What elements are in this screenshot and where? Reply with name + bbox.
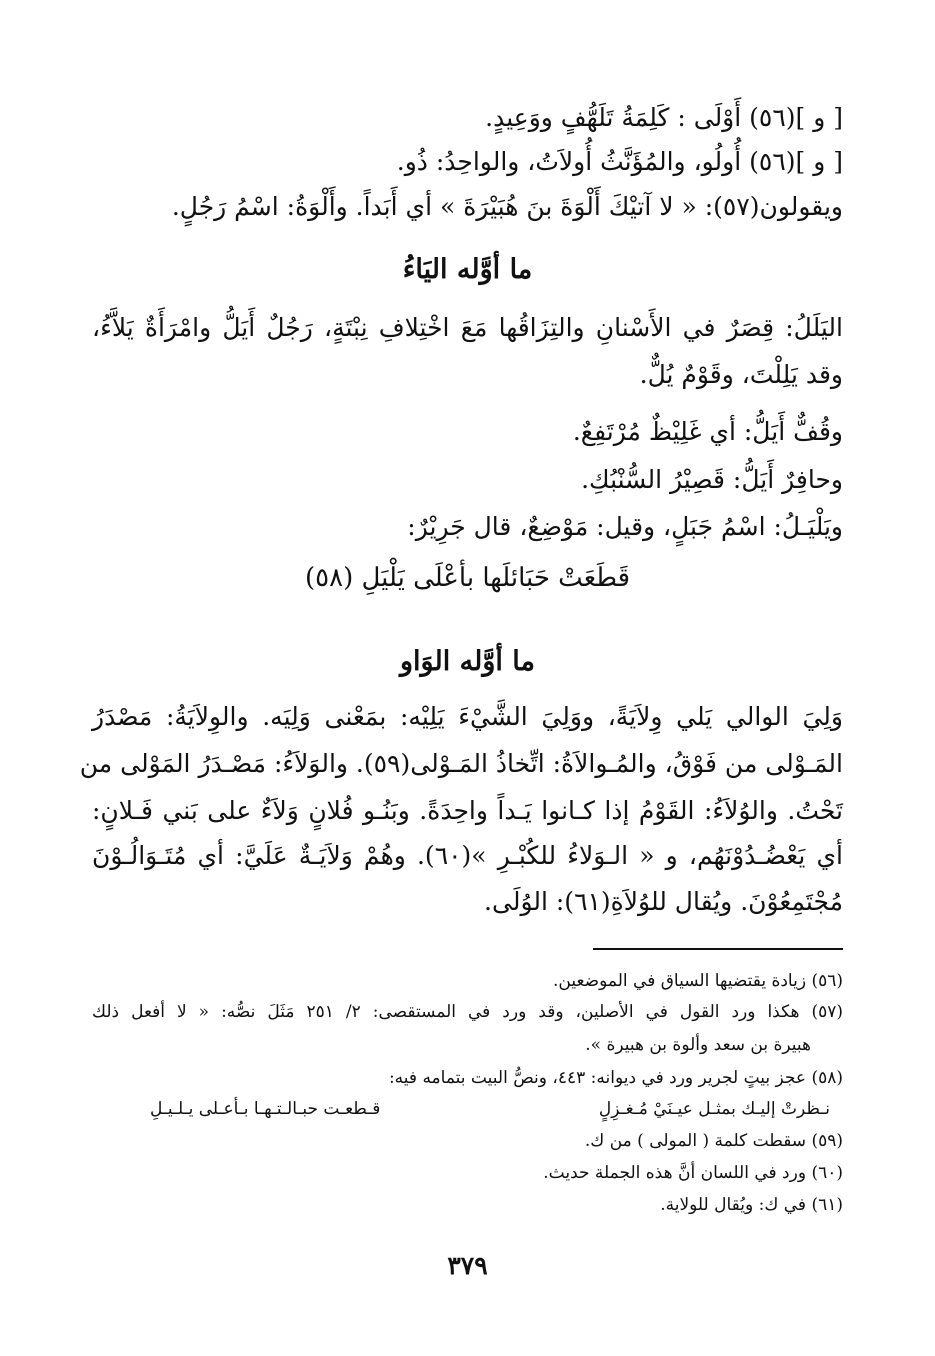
footnote-60: (٦٠) ورد في اللسان أنَّ هذه الجملة حديث. (543, 1163, 843, 1183)
entry-alwa: ويقولون(٥٧): « لا آتيْكَ أَلْوَةَ بنَ هُبَيْرَةَ » أي أَبَداً. وأَلْوَةُ: اسْمُ رَجُلٍ. (171, 192, 843, 221)
entry-wali-line5: مُجْتَمِعُوْنَ. ويُقال للوُلاَةِ(٦١): الوُلَى. (484, 887, 843, 916)
footnote-57: (٥٧) هكذا ورد القول في الأصلين، وقد ورد في المستقصى: ٢/ ٢٥١ مَثَلَ نصُّه: « لا أفعل ذلك (92, 1002, 843, 1022)
entry-hafir: وحافِرٌ أَيَلُّ: قَصِيْرُ السُّنْبُكِ. (581, 465, 843, 494)
footnote-61: (٦١) في ك: ويُقال للولاية. (660, 1195, 843, 1215)
footnote-56: (٥٦) زيادة يقتضيها السياق في الموضعين. (553, 971, 843, 991)
section-heading-ya: ما أوَّله اليَاءُ (402, 254, 533, 285)
entry-yalyal: ويَلْيَـلُ: اسْمُ جَبَلٍ، وقيل: مَوْضِعٌ، قال جَرِيْرٌ: (407, 512, 843, 541)
entry-wali-line2: المَـوْلى من فَوْقُ، والمُـوالاَةُ: اتِّخاذُ المَـوْلى(٥٩). والوَلاَءُ: مَصْـدَرُ المَوْلى من (79, 749, 843, 778)
footnote-59: (٥٩) سقطت كلمة ( المولى ) من ك. (584, 1131, 843, 1151)
section-heading-waw: ما أوَّله الوَاو (400, 646, 535, 677)
entry-quff: وقُفٌّ أَيَلُّ: أي غَلِيْظٌ مُرْتَفِعٌ. (572, 417, 843, 446)
entry-yalal-line2: وقد يَلِلْتَ، وقَوْمٌ يُلٌّ. (639, 360, 843, 389)
footnote-divider (593, 948, 843, 950)
entry-wali-line1: وَلِيَ الوالي يَلي وِلاَيَةً، ووَلِيَ الشَّيْءَ يَلِيْه: بمَعْنى وَلِيَه. والوِلاَيَةُ: مَصْدَرُ (92, 702, 843, 731)
footnote-58-verse (150, 1094, 830, 1124)
footnote-57-cont: هبيرة بن سعد وألوة بن هبيرة ». (585, 1035, 811, 1055)
page-number: ٣٧٩ (447, 1251, 488, 1280)
verse-first-hemistich: نـظرتْ إليـك بمثـل عيـنَيْ مُـغـزِلٍ (598, 1099, 830, 1119)
entry-wali-line3: تَحْتُ. والوُلاَءُ: القَوْمُ إذا كـانوا يَـداً واحِدَةً. وبَنُـو فُلانٍ وَلاَءٌ على بَني فَـلانٍ: (92, 796, 843, 825)
poem-verse: قَطَعَتْ حَبَائلَها بأعْلَى يَلْيَلِ (٥٨) (304, 563, 631, 593)
entry-ulu: [ و ](٥٦) أُولُو، والمُؤَنَّثُ أُولاَتُ، والواحِدُ: ذُو. (396, 147, 843, 176)
entry-yalal-line1: اليَلَلُ: قِصَرٌ في الأَسْنانِ والتِزَاقُها مَعَ اخْتِلافِ نِبْتَةٍ، رَجُلٌ أَيَلُّ وامْرَأَةٌ يَلاَّءُ، (92, 313, 843, 342)
footnote-58: (٥٨) عجز بيتٍ لجرير ورد في ديوانه: ٤٤٣، ونصُّ البيت بتمامه فيه: (388, 1068, 843, 1088)
verse-second-hemistich: قـطعـت حبـالـتـهـا بـأعـلى يـلـيـلِ (150, 1099, 381, 1119)
entry-awla: [ و ](٥٦) أَوْلَى : كَلِمَةُ تَلَهُّفٍ ووَعِيدٍ. (485, 103, 843, 132)
entry-wali-line4: أي يَعْضُـدُوْنَهُم، و « الـوَلاءُ للكُبْـرِ »(٦٠). وهُمْ وَلاَيَـةٌ عَلَيَّ: أي مُتَـوَالُـوْنَ (92, 841, 843, 870)
